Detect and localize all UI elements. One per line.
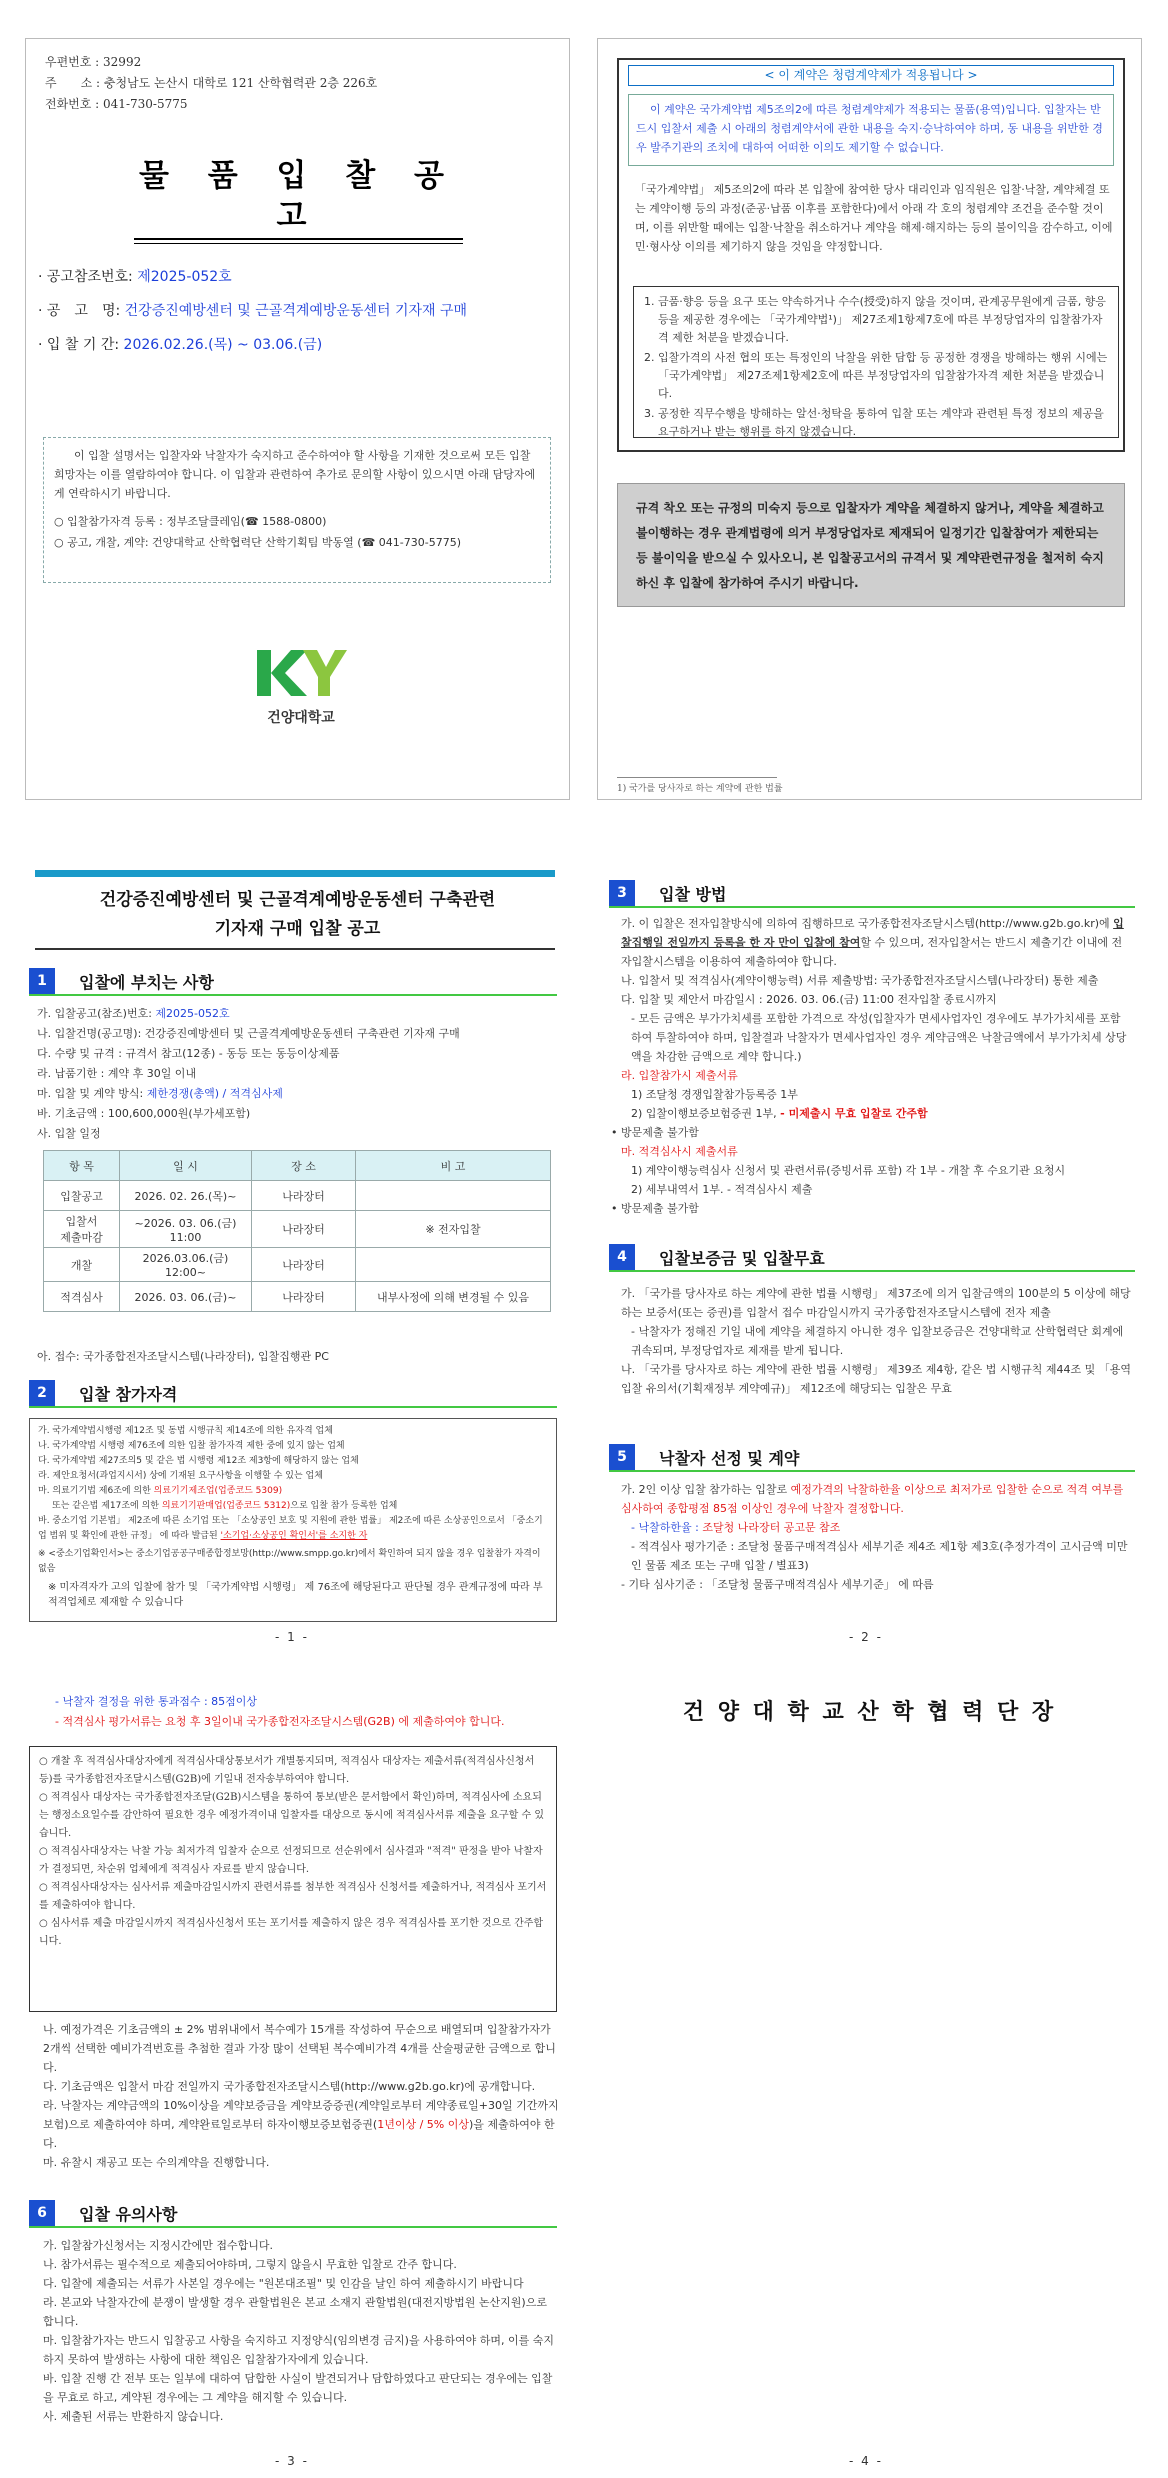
main-title: 건강증진예방센터 및 근골격계예방운동센터 구축관련 기자재 구매 입찰 공고	[99, 890, 496, 939]
page-2-integrity	[597, 38, 1142, 800]
integrity-banner: < 이 계약은 청렴계약제가 적용됩니다 >	[628, 65, 1114, 86]
s3-b: 나. 입찰서 및 적격심사(계약이행능력) 서류 제출방법: 국가종합전자조달시스템(나라장터) 통한 제출	[621, 974, 1099, 987]
page-6-signature	[597, 1688, 1142, 2468]
s3-d2: 2) 입찰이행보증보험증권 1부, - 미제출시 무효 입찰로 간주함	[631, 1107, 928, 1120]
p5-b1: 나. 예정가격은 기초금액의 ± 2% 범위내에서 복수예가 15개를 작성하여 무순으로 배열되며 입찰참가자가 2개씩 선택한 예비가격번호를 추첨한 결과 가장 많이 선택된 복수예비가격 4개를 산술평균한 금액으로 합니다.	[43, 2023, 556, 2074]
list-item: 마. 입찰참가자는 반드시 입찰공고 사항을 숙지하고 지정양식(임의변경 금지)을 사용하여야 하며, 이를 숙지하지 못하여 발생하는 사항에 대한 책임은 입찰참가자에게 있습니다.	[43, 2334, 554, 2366]
integrity-para: 「국가계약법」 제5조의2에 따라 본 입찰에 참여한 당사 대리인과 임직원은 입찰·낙찰, 계약체결 또는 계약이행 등의 과정(준공·납품 이후를 포함한다)에서 아래 각 호의 청렴계약 조건을 준수할 것이며, 이를 위반할 때에는 입찰·낙찰을 취소하거나 계약을 해제·해지하는 등의 불이익을 감수하고, 이에 민·형사상 이의를 제기하지 않을 것임을 약정합니다.	[635, 183, 1113, 253]
university-logo	[253, 647, 349, 737]
s3-c2: - 모든 금액은 부가가치세를 포함한 가격으로 작성(입찰자가 면세사업자인 경우에도 부가가치세를 포함하여 투찰하여야 하며, 입찰결과 낙찰자가 면세사업자인 경우 계약금액은 낙찰금액에서 부가가치세 상당액을 차감한 금액으로 계약 합니다.)	[631, 1012, 1127, 1063]
p5-b3: 라. 낙찰자는 계약금액의 10%이상을 계약보증금을 계약보증증권(계약일로부터 계약종료일+30일 기간까지 보험)으로 제출하여야 하며, 계약완료일로부터 하자이행보증보험증권(1년이상 / 5% 이상)을 제출하여야 한다.	[43, 2099, 559, 2150]
p5-top1: - 낙찰자 결정을 위한 통과점수 : 85점이상	[55, 1695, 258, 1708]
ref-number-row: · 공고참조번호: 제2025-052호	[38, 269, 232, 285]
s5-b: - 낙찰하한율 : 조달청 나라장터 공고문 참조	[631, 1521, 841, 1534]
page-number: - 3 -	[275, 2454, 309, 2468]
page-3-notice	[25, 870, 570, 1644]
schedule-head: 항 목 일 시 장 소 비 고	[44, 1151, 551, 1181]
s1-qty: 다. 수량 및 규격 : 규격서 참고(12종) - 동등 또는 동등이상제품	[37, 1047, 340, 1060]
postal-code: 우편번호 : 32992	[45, 55, 142, 69]
section-3-header: 3 입찰 방법	[609, 878, 726, 908]
section-6-header: 6 입찰 유의사항	[29, 2198, 177, 2228]
list-item: 사. 제출된 서류는 반환하지 않습니다.	[43, 2410, 224, 2423]
page-number: - 2 -	[849, 1630, 883, 1644]
s1-deadline: 라. 납품기한 : 계약 후 30일 이내	[37, 1067, 197, 1080]
phone: 전화번호 : 041-730-5775	[45, 97, 188, 111]
s3-d1: 1) 조달청 경쟁입찰참가등록증 1부	[631, 1088, 798, 1101]
notice-box: 이 입찰 설명서는 입찰자와 낙찰자가 숙지하고 준수하여야 할 사항을 기재한 것으로써 모든 입찰 희망자는 이를 열람하여야 합니다. 이 입찰과 관련하여 추가로 문의할 사항이 있으시면 아래 담당자에게 연락하시기 바랍니다. ○ 입찰참가자격 등록 : 정부조달클레임(☎ 1588-0800) ○ 공고, 개찰, 계약: 건양대학교 산학협력단 산학기획팀 박동열 (☎ 041-730-5775)	[43, 437, 551, 583]
page-number: - 1 -	[275, 1630, 309, 1644]
s3-e2: 2) 세부내역서 1부. - 적격심사시 제출	[631, 1183, 813, 1196]
footnote: 1) 국가를 당사자로 하는 계약에 관한 법률	[617, 784, 783, 794]
integrity-box	[617, 58, 1125, 452]
p5-b4: 마. 유찰시 재공고 또는 수의계약을 진행합니다.	[43, 2156, 270, 2169]
bid-period: 2026.02.26.(목) ~ 03.06.(금)	[123, 337, 323, 353]
notice-name: 건강증진예방센터 및 근골격계예방운동센터 기자재 구매	[124, 303, 468, 319]
s3-e1: 1) 계약이행능력심사 신청서 및 관련서류(증빙서류 포함) 각 1부 - 개찰 후 수요기관 요청시	[631, 1164, 1066, 1177]
issuer-title: 건 양 대 학 교 산 학 협 력 단 장	[682, 1700, 1057, 1725]
qualification-box: ○ 개찰 후 적격심사대상자에게 적격심사대상통보서가 개별통지되며, 적격심사 대상자는 제출서류(적격심사신청서 등)를 국가종합전자조달시스템(G2B)에 기일내 전자송부하여야 합니다. ○ 적격심사 대상자는 국가종합전자조달(G2B)시스템을 통하여 통보(받은 문서함에서 확인)하며, 적격심사에 소요되는 행정소요일수를 감안하여 필요한 경우 예정가격이내 입찰자를 대상으로 동시에 적격심사서류 제출을 요구할 수 있습니다. ○ 적격심사대상자는 낙찰 가능 최저가격 입찰자 순으로 선정되므로 선순위에서 심사결과 "적격" 판정을 받아 낙찰자가 결정되면, 차순위 업체에게 적격심사 자료를 받지 않습니다. ○ 적격심사대상자는 심사서류 제출마감일시까지 관련서류를 첨부한 적격심사 신청서를 제출하거나, 적격심사 포기서를 제출하여야 합니다. ○ 심사서류 제출 마감일시까지 적격심사신청서 또는 포기서를 제출하지 않은 경우 적격심사를 포기한 것으로 간주합니다.	[29, 1746, 557, 2012]
notes-list	[43, 2236, 559, 2426]
eligibility-box: 가. 국가계약법시행령 제12조 및 동법 시행규칙 제14조에 의한 유자격 업체 나. 국가계약법 시행령 제76조에 의한 입찰 참가자격 제한 중에 있지 않는 업체 다. 국가계약법 제27조의5 및 같은 법 시행령 제12조 제3항에 해당하지 않는 업체 라. 제안요청서(과업지시서) 상에 기재된 요구사항을 이행할 수 있는 업체 마. 의료기기법 제6조에 의한 의료기기제조업(업종코드 5309) 또는 같은법 제17조에 의한 의료기기판매업(업종코드 5312)으로 입찰 참가 등록한 업체 바. 중소기업 기본법」 제2조에 따른 소기업 또는 「소상공인 보호 및 지원에 관한 법률」 제2조에 따른 소상공인으로서 「중소기업 범위 및 확인에 관한 규정」 에 따라 발급된 '소기업·소상공인 확인서'를 소지한 자 ※ <중소기업확인서>는 중소기업공공구매종합정보망(http://www.smpp.go.kr)에서 확인하여 되지 않을 경우 입찰참가 자격이 없음 ※ 미자격자가 고의 입찰에 참가 및 「국가계약법 시행령」 제 76조에 해당된다고 판단될 경우 관계규정에 따라 부적격업체로 제재할 수 있습니다	[29, 1418, 557, 1622]
table-row: 입찰공고 2026. 02. 26.(목)~ 나라장터	[44, 1181, 551, 1211]
ky-logo-mark	[255, 647, 347, 699]
s1-ref: 가. 입찰공고(참조)번호: 제2025-052호	[37, 1007, 230, 1020]
integrity-blue-para: 이 계약은 국가계약법 제5조의2에 따른 청렴계약제가 적용되는 물품(용역)입니다. 입찰자는 반드시 입찰서 제출 시 아래의 청렴계약서에 관한 내용을 숙지·승낙하여야 하며, 동 내용을 위반한 경우 발주기관의 조치에 대하여 어떠한 이의도 제기할 수 없습니다.	[628, 94, 1114, 166]
integrity-items: 1. 금품·향응 등을 요구 또는 약속하거나 수수(授受)하지 않을 것이며, 관계공무원에게 금품, 향응 등을 제공한 경우에는 「국가계약법¹)」 제27조제1항제7호에 따른 부정당업자의 입찰참가자격 제한 처분을 받겠습니다. 2. 입찰가격의 사전 협의 또는 특정인의 낙찰을 위한 담합 등 공정한 경쟁을 방해하는 행위 시에는 「국가계약법」 제27조제1항제2호에 따른 부정당업자의 입찰참가자격 제한 처분을 받겠습니다. 3. 공정한 직무수행을 방해하는 알선·청탁을 통하여 입찰 또는 계약과 관련된 특정 정보의 제공을 요구하거나 받는 행위를 하지 않겠습니다.	[633, 286, 1119, 438]
warning-gray-box: 규격 착오 또는 규정의 미숙지 등으로 입찰자가 계약을 체결하지 않거나, 계약을 체결하고 불이행하는 경우 관계법령에 의거 부정당업자로 제재되어 일정기간 입찰참여가 제한되는 등 불이익을 받으실 수 있사오니, 본 입찰공고서의 규격서 및 계약관련규정을 철저히 숙지하신 후 입찰에 참가하여 주시기 바랍니다.	[617, 483, 1125, 607]
s1-name: 나. 입찰건명(공고명): 건강증진예방센터 및 근골격계예방운동센터 구축관련 기자재 구매	[37, 1027, 460, 1040]
s3-e3: • 방문제출 불가함	[611, 1202, 699, 1215]
s4-a: 가. 「국가를 당사자로 하는 계약에 관한 법률 시행령」 제37조에 의거 입찰금액의 100분의 5 이상에 해당하는 보증서(또는 증권)를 입찰서 접수 마감일시까지 국가종합전자조달시스템에 전자 제출	[621, 1287, 1131, 1319]
table-row: 입찰서 제출마감 ~2026. 03. 06.(금) 11:00 나라장터 ※ 전자입찰	[44, 1211, 551, 1248]
page-5-selection	[25, 1688, 570, 2468]
s5-d: - 기타 심사기준 : 「조달청 물품구매적격심사 세부기준」 에 따름	[621, 1578, 934, 1591]
s3-a: 가. 이 입찰은 전자입찰방식에 의하여 집행하므로 국가종합전자조달시스템(http://www.g2b.go.kr)에 입찰집행일 전일까지 등록을 한 자 만이 입찰에 참여할 수 있으며, 전자입찰서는 반드시 제출기간 이내에 전자입찰시스템을 이용하여 제출하여야 합니다.	[621, 917, 1124, 968]
university-name: 건양대학교	[267, 710, 335, 726]
s4-a2: - 낙찰자가 정해진 기일 내에 계약을 체결하지 아니한 경우 입찰보증금은 건양대학교 산학협력단 회계에 귀속되며, 부정당업자로 제재를 받게 됩니다.	[631, 1325, 1124, 1357]
section-1-header: 1 입찰에 부치는 사항	[29, 966, 214, 996]
page-1-cover	[25, 38, 570, 800]
schedule-table	[43, 1150, 551, 1312]
list-item: 바. 입찰 진행 간 전부 또는 일부에 대하여 담합한 사실이 발견되거나 담합하였다고 판단되는 경우에는 입찰을 무효로 하고, 계약된 경우에는 그 계약을 해지할 수 있습니다.	[43, 2372, 553, 2404]
list-item: 가. 입찰참가신청서는 지정시간에만 접수합니다.	[43, 2239, 274, 2252]
s3-c: 다. 입찰 및 제안서 마감일시 : 2026. 03. 06.(금) 11:00 전자입찰 종료시까지	[621, 993, 997, 1006]
table-row: 개찰 2026.03.06.(금) 12:00~ 나라장터	[44, 1248, 551, 1282]
s4-b: 나. 「국가를 당사자로 하는 계약에 관한 법률 시행령」 제39조 제4항, 같은 법 시행규칙 제44조 및 「용역입찰 유의서(기획재정부 계약예규)」 제12조에 해당되는 입찰은 무효	[621, 1363, 1131, 1395]
s5-c: - 적격심사 평가기준 : 조달청 물품구매적격심사 세부기준 제4조 제1항 제3호(추정가격이 고시금액 미만인 물품 제조 또는 구매 입찰 / 별표3)	[631, 1540, 1128, 1572]
ref-number: 제2025-052호	[137, 269, 232, 285]
s5-a: 가. 2인 이상 입찰 참가하는 입찰로 예정가격의 낙찰하한율 이상으로 최저가로 입찰한 순으로 적격 여부를 심사하여 종합평점 85점 이상인 경우에 낙찰자 결정합니다.	[621, 1483, 1124, 1515]
page-number: - 4 -	[849, 2454, 883, 2468]
s1-reception: 아. 접수: 국가종합전자조달시스템(나라장터), 입찰집행관 PC	[37, 1350, 329, 1363]
s3-e: 마. 적격심사시 제출서류	[621, 1145, 738, 1158]
p5-b2: 다. 기초금액은 입찰서 마감 전일까지 국가종합전자조달시스템(http://www.g2b.go.kr)에 공개합니다.	[43, 2080, 536, 2093]
section-5-header: 5 낙찰자 선정 및 계약	[609, 1442, 799, 1472]
s3-d: 라. 입찰참가시 제출서류	[621, 1069, 738, 1082]
s3-d3: • 방문제출 불가함	[611, 1126, 699, 1139]
bid-period-row: · 입 찰 기 간: 2026.02.26.(목) ~ 03.06.(금)	[38, 337, 323, 353]
list-item: 다. 입찰에 제출되는 서류가 사본일 경우에는 "원본대조필" 및 인감을 날인 하여 제출하시기 바랍니다	[43, 2277, 524, 2290]
s1-schedule-label: 사. 입찰 일정	[37, 1127, 101, 1140]
list-item: 라. 본교와 낙찰자간에 분쟁이 발생할 경우 관할법원은 본교 소재지 관할법원(대전지방법원 논산지원)으로 합니다.	[43, 2296, 547, 2328]
notice-name-row: · 공 고 명: 건강증진예방센터 및 근골격계예방운동센터 기자재 구매	[38, 303, 468, 319]
list-item: 나. 참가서류는 필수적으로 제출되어야하며, 그렇지 않을시 무효한 입찰로 간주 합니다.	[43, 2258, 457, 2271]
section-4-header: 4 입찰보증금 및 입찰무효	[609, 1242, 825, 1272]
page-4-method	[597, 870, 1142, 1644]
p5-top2: - 적격심사 평가서류는 요청 후 3일이내 국가종합전자조달시스템(G2B) 에 제출하여야 합니다.	[55, 1715, 505, 1728]
section-2-header: 2 입찰 참가자격	[29, 1378, 177, 1408]
table-row: 적격심사 2026. 03. 06.(금)~ 나라장터 내부사정에 의해 변경될 수 있음	[44, 1282, 551, 1312]
s1-method: 마. 입찰 및 계약 방식: 제한경쟁(총액) / 적격심사제	[37, 1087, 283, 1100]
address: 주 소 : 충청남도 논산시 대학로 121 산학협력관 2층 226호	[45, 76, 378, 90]
s1-base-price: 바. 기초금액 : 100,600,000원(부가세포함)	[37, 1107, 251, 1120]
cover-title: 물 품 입 찰 공 고	[116, 156, 481, 206]
